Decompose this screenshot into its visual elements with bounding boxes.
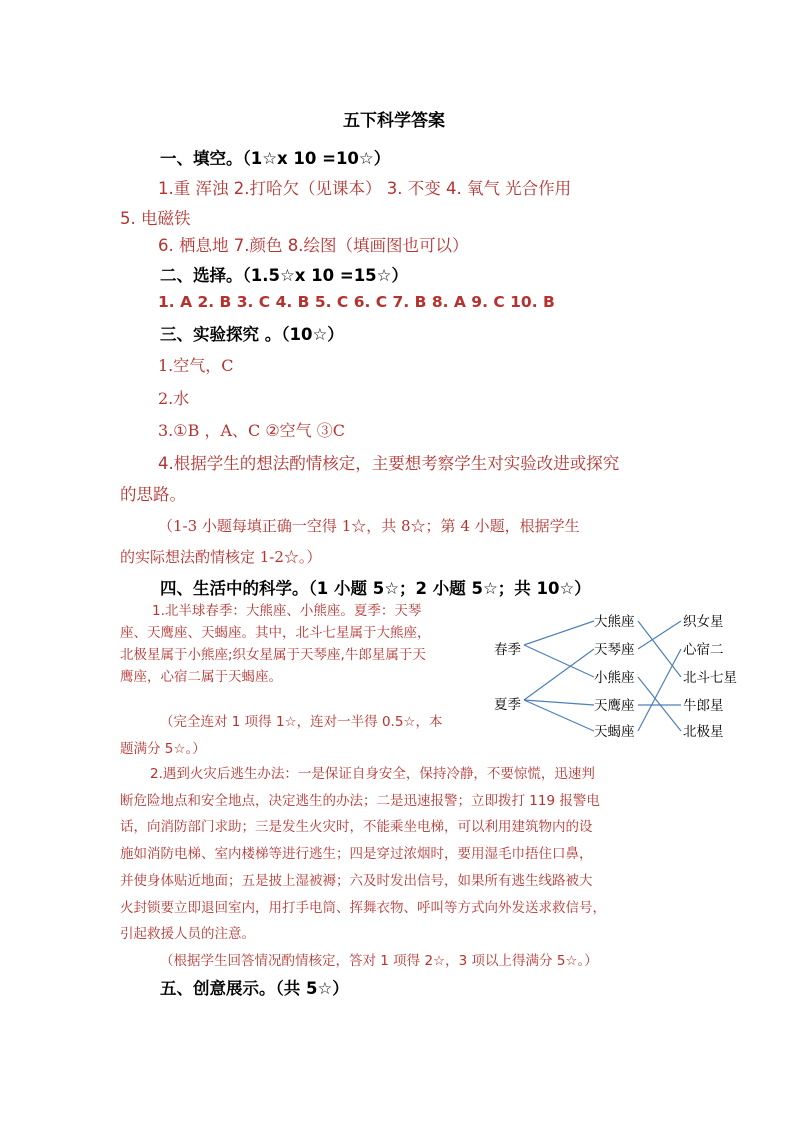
s3-answer-2: 2.水 [158, 389, 190, 408]
season-label: 夏季 [494, 697, 521, 713]
star-label: 织女星 [683, 614, 724, 630]
s3-answer-4-line-1: 4.根据学生的想法酌情核定，主要想考察学生对实验改进或探究 [158, 454, 620, 473]
link-summer-lyra [524, 649, 594, 700]
s4-q2-line: 火封锁要立即退回室内，用打手电筒、挥舞衣物、呼叫等方式向外发送求救信号， [120, 899, 606, 916]
link-spring-little-dipper [524, 645, 594, 677]
s4-q1-note-line-1: （完全连对 1 项得 1☆，连对一半得 0.5☆，本 [160, 714, 443, 730]
constellation-label: 大熊座 [594, 614, 635, 630]
constellation-label: 天鹰座 [594, 698, 635, 714]
section-3-heading: 三、实验探究 。（10☆） [160, 325, 344, 344]
s4-q2-line: 话，向消防部门求助；三是发生火灾时，不能乘坐电梯，可以利用建筑物内的设 [120, 819, 593, 836]
section-2-heading: 二、选择。（1.5☆x 10 =15☆） [160, 266, 408, 285]
s4-q2-line: 并使身体贴近地面；五是披上湿被褥；六及时发出信号，如果所有逃生线路被大 [120, 872, 593, 889]
link-scorpius-antares [638, 649, 681, 731]
s3-answer-1: 1.空气，C [158, 356, 234, 375]
s4-q2-line: 断危险地点和安全地点，决定逃生的办法；二是迅速报警；立即拨打 119 报警电 [120, 792, 600, 809]
s2-answers: 1. A 2. B 3. C 4. B 5. C 6. C 7. B 8. A 9. C 10. B [158, 293, 555, 311]
s4-q1-answer [120, 601, 490, 688]
star-label: 心宿二 [683, 642, 724, 658]
page-title: 五下科学答案 [343, 111, 445, 131]
s1-answer-line-2: 5. 电磁铁 [120, 209, 191, 228]
link-spring-big-dipper [524, 621, 594, 645]
section-4-heading: 四、生活中的科学。（1 小题 5☆；2 小题 5☆；共 10☆） [160, 579, 591, 598]
star-label: 北斗七星 [683, 670, 737, 686]
link-little-dipper-polaris [638, 677, 681, 731]
s3-note-line-1: （1-3 小题每填正确一空得 1☆，共 8☆；第 4 小题，根据学生 [158, 517, 580, 535]
s4-q1-note-line-2: 题满分 5☆。） [120, 741, 206, 757]
s4-q1-line: 鹰座，心宿二属于天蝎座。 [120, 668, 282, 685]
s4-q2-line: 引起救援人员的注意。 [120, 926, 255, 943]
s3-answer-4-line-2: 的思路。 [120, 485, 186, 504]
s4-q2-note: （根据学生回答情况酌情核定，答对 1 项得 2☆，3 项以上得满分 5☆。） [160, 953, 598, 969]
s1-answer-line-3: 6. 栖息地 7.颜色 8.绘图（填画图也可以） [158, 236, 469, 255]
star-label: 北极星 [683, 724, 724, 740]
constellation-label: 天蝎座 [594, 724, 635, 740]
s4-q1-line: 北极星属于小熊座;织女星属于天琴座,牛郎星属于天 [120, 646, 426, 663]
link-lyra-vega [638, 621, 681, 649]
s4-q1-line: 座、天鹰座、天蝎座。其中，北斗七星属于大熊座， [120, 624, 431, 641]
s4-q2-answer [120, 761, 680, 948]
constellation-label: 小熊座 [594, 670, 635, 686]
section-1-heading: 一、填空。（1☆x 10 =10☆） [160, 149, 391, 168]
s4-q2-line: 2.遇到火灾后逃生办法：一是保证自身安全，保持冷静，不要惊慌，迅速判 [150, 766, 595, 782]
link-big-dipper-star [638, 621, 681, 677]
s4-q1-line: 1.北半球春季：大熊座、小熊座。夏季：天琴 [152, 603, 422, 619]
section-5-heading: 五、创意展示。（共 5☆） [160, 979, 349, 998]
season-label: 春季 [494, 642, 521, 658]
matching-diagram [488, 605, 748, 745]
s3-note-line-2: 的实际想法酌情核定 1-2☆。） [120, 548, 322, 566]
star-label: 牛郎星 [683, 698, 724, 714]
s1-answer-line-1: 1.重 浑浊 2.打哈欠（见课本） 3. 不变 4. 氧气 光合作用 [158, 179, 572, 198]
s4-q2-line: 施如消防电梯、室内楼梯等进行逃生；四是穿过浓烟时，要用湿毛巾捂住口鼻， [120, 846, 593, 863]
s3-answer-3: 3.①B ，A、C ②空气 ③C [158, 421, 346, 440]
constellation-label: 天琴座 [594, 642, 635, 658]
